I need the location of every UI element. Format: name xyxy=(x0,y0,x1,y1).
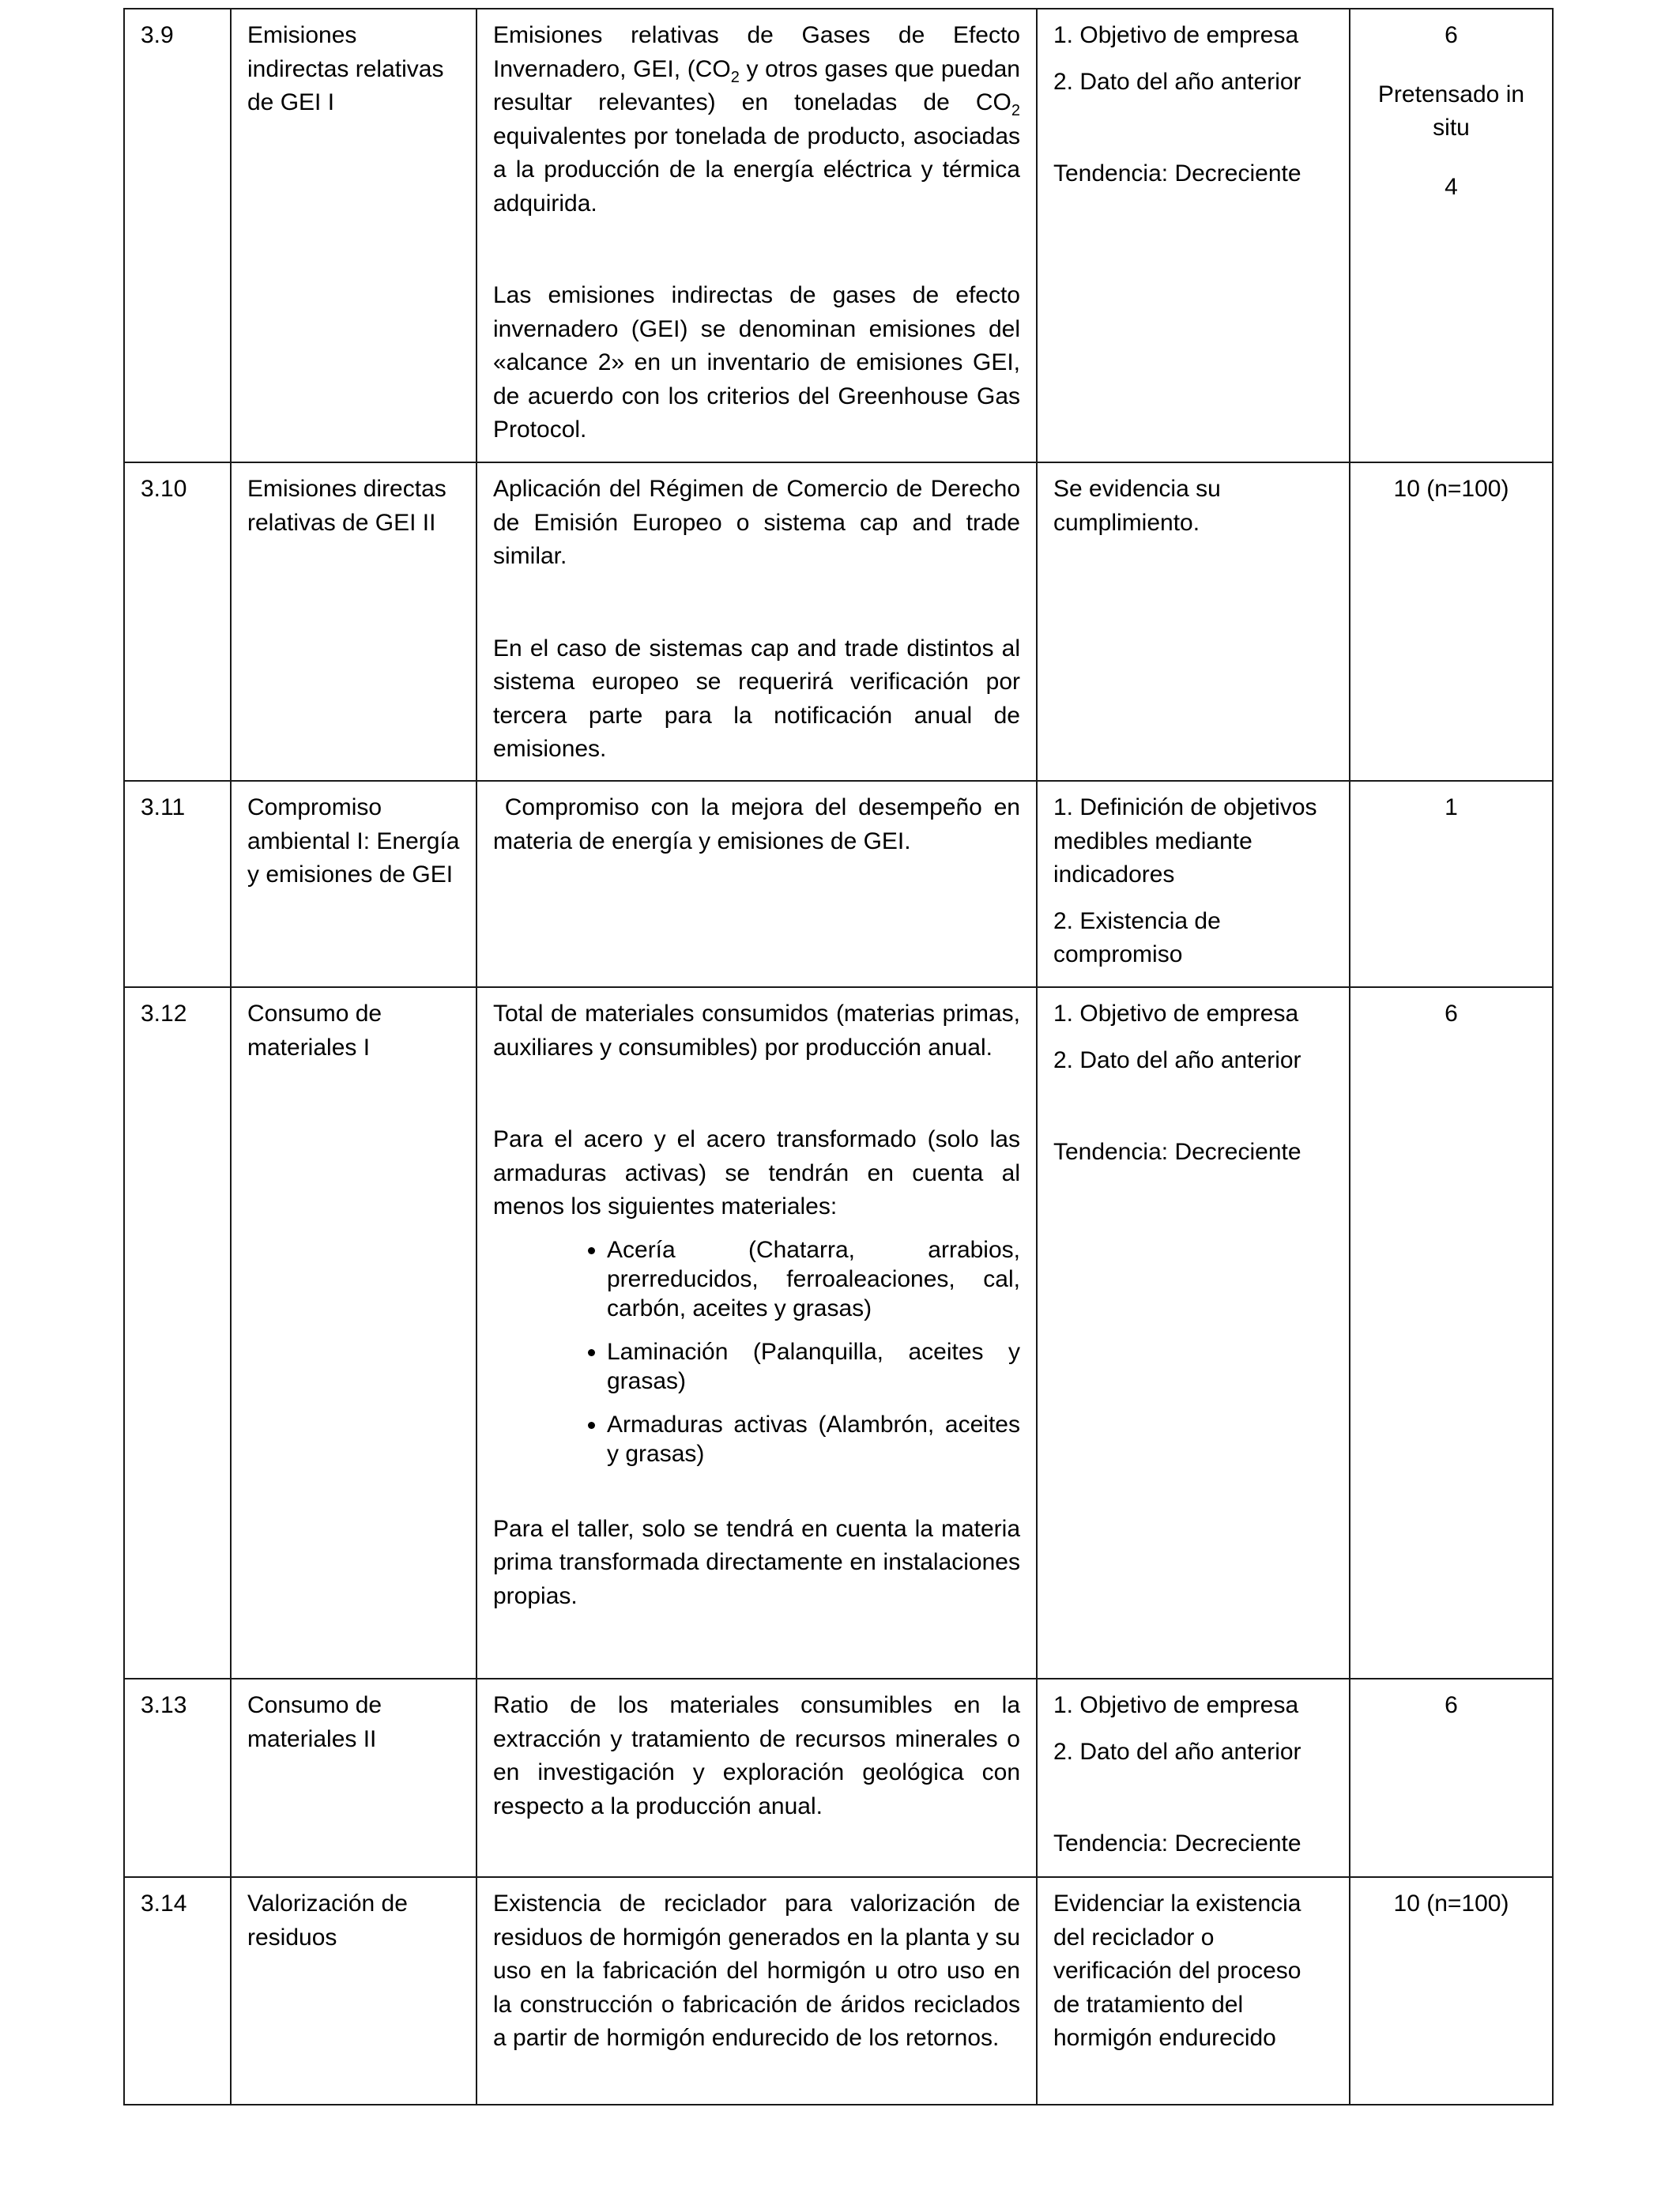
criterion-score xyxy=(1350,9,1553,462)
criterion-score xyxy=(1350,1679,1553,1877)
score-value: 1 xyxy=(1445,794,1458,820)
criterion-number: 3.13 xyxy=(124,1679,231,1877)
score-value: 10 (n=100) xyxy=(1393,1891,1509,1917)
criterion-description xyxy=(477,1877,1037,2105)
evaluation-line: Tendencia: Decreciente xyxy=(1053,160,1301,187)
table-row xyxy=(124,462,1553,781)
evaluation-method xyxy=(1037,9,1350,462)
description-paragraph: Las emisiones indirectas de gases de efecto invernadero (GEI) se denominan emisiones del «alcance 2» en un inventario de emisiones GEI, de acuerdo con los criterios del Greenhouse Gas Protocol. xyxy=(493,282,1020,443)
criterion-description xyxy=(477,1679,1037,1877)
score-value: 6 xyxy=(1445,22,1458,48)
evaluation-line: Se evidencia su cumplimiento. xyxy=(1053,476,1221,536)
evaluation-method xyxy=(1037,462,1350,781)
table-row xyxy=(124,9,1553,462)
criterion-description xyxy=(477,9,1037,462)
description-paragraph: Total de materiales consumidos (materias primas, auxiliares y consumibles) por producción anual. xyxy=(493,1001,1020,1061)
criterion-score xyxy=(1350,781,1553,987)
evaluation-line: 1. Objetivo de empresa xyxy=(1053,1001,1299,1027)
criterion-number: 3.12 xyxy=(124,987,231,1679)
table-row xyxy=(124,1877,1553,2105)
criterion-name: Emisiones indirectas relativas de GEI I xyxy=(231,9,477,462)
criterion-number: 3.14 xyxy=(124,1877,231,2105)
list-item: • Armaduras activas (Alambrón, aceites y grasas) xyxy=(607,1410,1020,1468)
description-paragraph: Aplicación del Régimen de Comercio de Derecho de Emisión Europeo o sistema cap and trade similar. xyxy=(493,476,1020,569)
description-paragraph: Ratio de los materiales consumibles en la extracción y tratamiento de recursos minerales o en investigación y exploración geológica con respecto a la producción anual. xyxy=(493,1692,1020,1819)
table-row xyxy=(124,781,1553,987)
evaluation-method xyxy=(1037,1877,1350,2105)
description-paragraph: Para el acero y el acero transformado (solo las armaduras activas) se tendrán en cuenta al menos los siguientes materiales: xyxy=(493,1126,1020,1220)
criterion-name: Valorización de residuos xyxy=(231,1877,477,2105)
criterion-number: 3.10 xyxy=(124,462,231,781)
evaluation-line: Tendencia: Decreciente xyxy=(1053,1139,1301,1165)
criterion-description xyxy=(477,781,1037,987)
evaluation-method xyxy=(1037,781,1350,987)
criterion-name: Consumo de materiales I xyxy=(231,987,477,1679)
evaluation-method xyxy=(1037,987,1350,1679)
evaluation-line: 1. Definición de objetivos medibles mediante indicadores xyxy=(1053,794,1317,888)
description-paragraph: Compromiso con la mejora del desempeño en materia de energía y emisiones de GEI. xyxy=(493,794,1027,854)
evaluation-line: 2. Dato del año anterior xyxy=(1053,1046,1301,1073)
criterion-description xyxy=(477,987,1037,1679)
evaluation-line: 2. Dato del año anterior xyxy=(1053,68,1301,95)
description-paragraph: Emisiones relativas de Gases de Efecto Invernadero, GEI, ($CO_2$ y otros gases que puedan resultar relevantes) en toneladas de $CO_2$ equivalentes por tonelada de producto, asociadas a la producción de la energía eléctrica y térmica adquirida. xyxy=(493,22,1020,217)
description-paragraph: Existencia de reciclador para valorización de residuos de hormigón generados en la planta y su uso en la fabricación del hormigón u otro uso en la construcción o fabricación de áridos reciclados a partir de hormigón endurecido de los retornos. xyxy=(493,1891,1020,2051)
evaluation-line: 1. Objetivo de empresa xyxy=(1053,1692,1299,1718)
list-item: • Acería (Chatarra, arrabios, prerreducidos, ferroaleaciones, cal, carbón, aceites y grasas) xyxy=(607,1235,1020,1323)
table-row xyxy=(124,987,1553,1679)
criterion-score xyxy=(1350,987,1553,1679)
criterion-score xyxy=(1350,462,1553,781)
list-item: • Laminación (Palanquilla, aceites y grasas) xyxy=(607,1337,1020,1396)
criterion-description xyxy=(477,462,1037,781)
evaluation-line: 2. Existencia de compromiso xyxy=(1053,907,1221,967)
evaluation-line: 1. Objetivo de empresa xyxy=(1053,22,1299,48)
criterion-number: 3.11 xyxy=(124,781,231,987)
evaluation-line: 2. Dato del año anterior xyxy=(1053,1738,1301,1765)
criterion-number: 3.9 xyxy=(124,9,231,462)
score-value: 6 xyxy=(1445,1692,1458,1718)
score-value: 10 (n=100) xyxy=(1393,476,1509,502)
materials-list xyxy=(493,1235,1020,1468)
description-paragraph: En el caso de sistemas cap and trade distintos al sistema europeo se requerirá verificación por tercera parte para la notificación anual de emisiones. xyxy=(493,635,1020,762)
evaluation-line: Evidenciar la existencia del reciclador o verificación del proceso de tratamiento del hormigón endurecido xyxy=(1053,1891,1301,2051)
criteria-table xyxy=(123,8,1554,2105)
criterion-name: Compromiso ambiental I: Energía y emisiones de GEI xyxy=(231,781,477,987)
table-row xyxy=(124,1679,1553,1877)
score-note: Pretensado in situ xyxy=(1377,81,1525,141)
score-value: 4 xyxy=(1445,173,1458,200)
criterion-name: Emisiones directas relativas de GEI II xyxy=(231,462,477,781)
evaluation-method xyxy=(1037,1679,1350,1877)
criterion-name: Consumo de materiales II xyxy=(231,1679,477,1877)
description-paragraph: Para el taller, solo se tendrá en cuenta la materia prima transformada directamente en instalaciones propias. xyxy=(493,1515,1020,1609)
evaluation-line: Tendencia: Decreciente xyxy=(1053,1830,1301,1857)
criterion-score xyxy=(1350,1877,1553,2105)
score-value: 6 xyxy=(1445,1001,1458,1027)
